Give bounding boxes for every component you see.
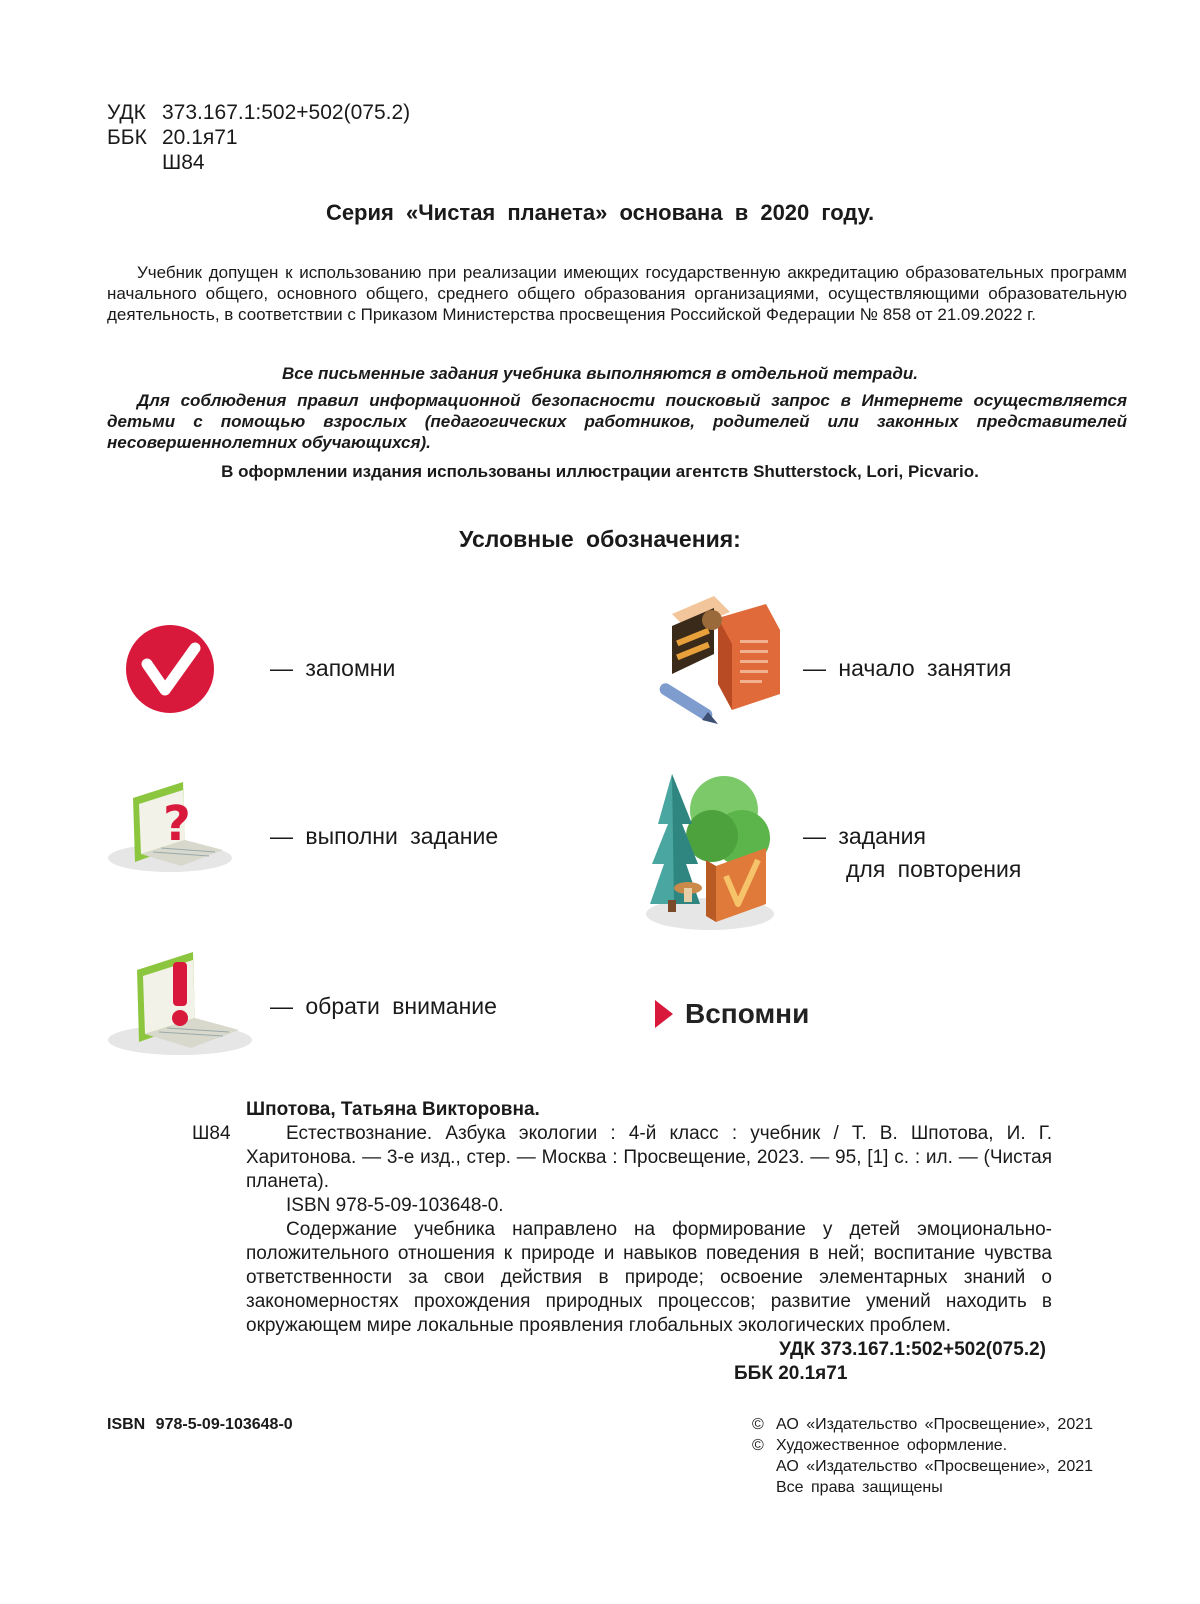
author-code: Ш84 — [162, 151, 205, 174]
legend-label-do-task: — выполни задание — [270, 823, 499, 849]
biblio-isbn: ISBN 978-5-09-103648-0. — [286, 1195, 504, 1216]
udk-key: УДК — [107, 101, 146, 124]
copyright-line4: Все права защищены — [776, 1479, 943, 1496]
book-exclamation-icon — [105, 948, 255, 1060]
legend-label-remember: — запомни — [270, 655, 396, 681]
copyright-symbol: © — [752, 1437, 764, 1454]
legend-recall — [655, 998, 809, 1030]
bibliographic-record — [192, 1098, 1052, 1386]
biblio-annotation: Содержание учебника направлено на формирование у детей эмоционально-положительного отношения к природе и навыков поведения в ней; воспитание чувства ответственности за свои действия в природе; освоение элементарных знаний о закономерностях прохождения природных процессов; развитие умений находить в окружающем мире локальные проявления глобальных экологических проблем. — [246, 1219, 1052, 1336]
copyright-line3: АО «Издательство «Просвещение», 2021 — [776, 1458, 1094, 1475]
svg-text:?: ? — [163, 796, 191, 852]
copyright-block — [752, 1414, 1093, 1498]
legend-label-review-line1: — задания — [803, 823, 926, 849]
copyright-line2: Художественное оформление. — [776, 1437, 1008, 1454]
internet-safety-note: Для соблюдения правил информационной безопасности поисковый запрос в Интернете осуществляется детьми с помощью взрослых (педагогических работников, родителей или законных представителей несовершеннолетних обучающихся). — [107, 391, 1127, 452]
series-line: Серия «Чистая планета» основана в 2020 году. — [325, 200, 875, 225]
bbk-value: 20.1я71 — [162, 126, 238, 149]
checkmark-circle-icon — [125, 624, 215, 714]
copyright-line1: АО «Издательство «Просвещение», 2021 — [776, 1416, 1094, 1433]
udk-value: 373.167.1:502+502(075.2) — [162, 101, 411, 124]
book-question-icon — [105, 778, 235, 878]
biblio-code: Ш84 — [192, 1123, 231, 1144]
illustrations-note: В оформлении издания использованы иллюстрации агентств Shutterstock, Lori, Picvario. — [221, 462, 979, 481]
biblio-bbk: ББК 20.1я71 — [734, 1363, 848, 1384]
copyright-symbol: © — [752, 1416, 764, 1433]
written-tasks-note: Все письменные задания учебника выполняются в отдельной тетради. — [282, 364, 918, 383]
isbn-bottom: ISBN 978-5-09-103648-0 — [107, 1416, 293, 1433]
biblio-entry: Естествознание. Азбука экологии : 4-й класс : учебник / Т. В. Шпотова, И. Г. Харитонова. — 3-е изд., стер. — Москва : Просвещение, 2023. — 95, [1] с. : ил. — (Чистая планета). — [246, 1123, 1052, 1192]
approval-text: Учебник допущен к использованию при реализации имеющих государственную аккредитацию образовательных программ начального общего, основного общего, среднего общего образования организациями, осуществляющими образовательную деятельность, в соответствии с Приказом Министерства просвещения Российской Федерации № 858 от 21.09.2022 г. — [107, 263, 1127, 324]
lesson-start-icon — [656, 590, 786, 730]
legend-title: Условные обозначения: — [459, 526, 741, 552]
trees-checkmark-icon — [642, 764, 782, 934]
biblio-udk: УДК 373.167.1:502+502(075.2) — [779, 1339, 1046, 1360]
bbk-key: ББК — [107, 126, 147, 149]
legend-label-recall: Вспомни — [685, 998, 810, 1029]
red-triangle-icon — [655, 1000, 673, 1028]
udk-block — [107, 100, 410, 175]
biblio-author: Шпотова, Татьяна Викторовна. — [246, 1099, 540, 1120]
legend-label-review-line2: для повторения — [846, 856, 1022, 882]
legend-label-attention: — обрати внимание — [270, 993, 497, 1019]
legend-label-lesson-start: — начало занятия — [803, 655, 1012, 681]
